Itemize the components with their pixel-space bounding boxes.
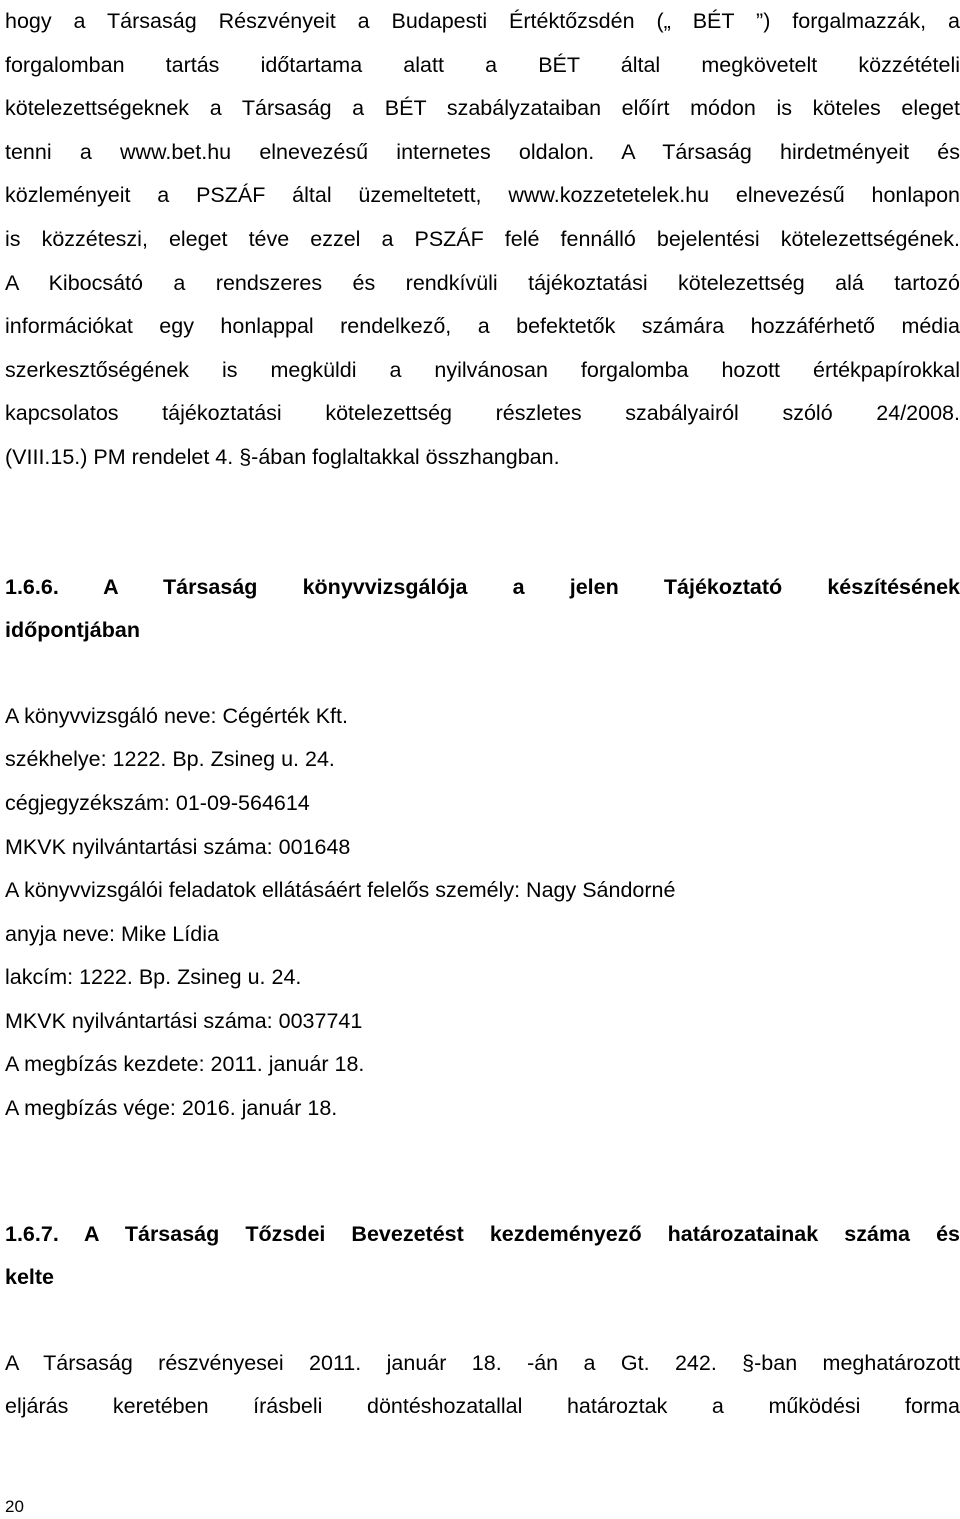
company-registration-number: cégjegyzékszám: 01-09-564614	[5, 790, 310, 815]
text-line: hogy a Társaság Részvényeit a Budapesti Értéktőzsdén („ BÉT ”) forgalmazzák, a	[5, 9, 960, 33]
address: lakcím: 1222. Bp. Zsineg u. 24.	[5, 965, 302, 990]
document-page	[5, 0, 960, 1429]
section-heading-1-6-6	[5, 566, 960, 653]
auditor-seat: székhelye: 1222. Bp. Zsineg u. 24.	[5, 747, 335, 772]
mothers-name: anyja neve: Mike Lídia	[5, 921, 219, 946]
text-line: kötelezettségeknek a Társaság a BÉT szabályzataiban előírt módon is köteles eleget	[5, 96, 960, 121]
text-line: szerkesztőségének is megküldi a nyilvánosan forgalomba hozott értékpapírokkal	[5, 357, 960, 382]
text-line: tenni a www.bet.hu elnevezésű internetes oldalon. A Társaság hirdetményeit és	[5, 139, 960, 164]
section-heading-line: kelte	[5, 1265, 55, 1290]
paragraph-resolutions	[5, 1342, 960, 1429]
text-line: információkat egy honlappal rendelkező, a befektetők számára hozzáférhető média	[5, 314, 960, 339]
section-heading-1-6-7	[5, 1213, 960, 1300]
text-line: kapcsolatos tájékoztatási kötelezettség részletes szabályairól szóló 24/2008.	[5, 401, 960, 426]
responsible-person: A könyvvizsgálói feladatok ellátásáért felelős személy: Nagy Sándorné	[5, 878, 676, 903]
auditor-details	[5, 695, 960, 1131]
paragraph-publication-obligations	[5, 0, 960, 480]
section-heading-line: 1.6.6. A Társaság könyvvizsgálója a jelen Tájékoztató készítésének	[5, 574, 960, 599]
text-line: A Társaság részvényesei 2011. január 18. -án a Gt. 242. §-ban meghatározott	[5, 1350, 960, 1375]
mkvk-registration-number-person: MKVK nyilvántartási száma: 0037741	[5, 1008, 363, 1033]
section-heading-line: időpontjában	[5, 618, 140, 643]
engagement-end: A megbízás vége: 2016. január 18.	[5, 1096, 338, 1121]
mkvk-registration-number: MKVK nyilvántartási száma: 001648	[5, 834, 351, 859]
text-line: is közzéteszi, eleget téve ezzel a PSZÁF felé fennálló bejelentési kötelezettségének.	[5, 226, 960, 251]
text-line: (VIII.15.) PM rendelet 4. §-ában foglaltakkal összhangban.	[5, 444, 560, 469]
page-number: 20	[5, 1497, 24, 1516]
section-heading-line: 1.6.7. A Társaság Tőzsdei Bevezetést kezdeményező határozatainak száma és	[5, 1221, 960, 1246]
text-line: közleményeit a PSZÁF által üzemeltetett, www.kozzetetelek.hu elnevezésű honlapon	[5, 183, 960, 208]
text-line: eljárás keretében írásbeli döntéshozatallal határoztak a működési forma	[5, 1394, 960, 1419]
engagement-start: A megbízás kezdete: 2011. január 18.	[5, 1052, 365, 1077]
auditor-name: A könyvvizsgáló neve: Cégérték Kft.	[5, 703, 348, 728]
text-line: A Kibocsátó a rendszeres és rendkívüli tájékoztatási kötelezettség alá tartozó	[5, 270, 960, 295]
text-line: forgalomban tartás időtartama alatt a BÉT által megkövetelt közzétételi	[5, 52, 960, 77]
